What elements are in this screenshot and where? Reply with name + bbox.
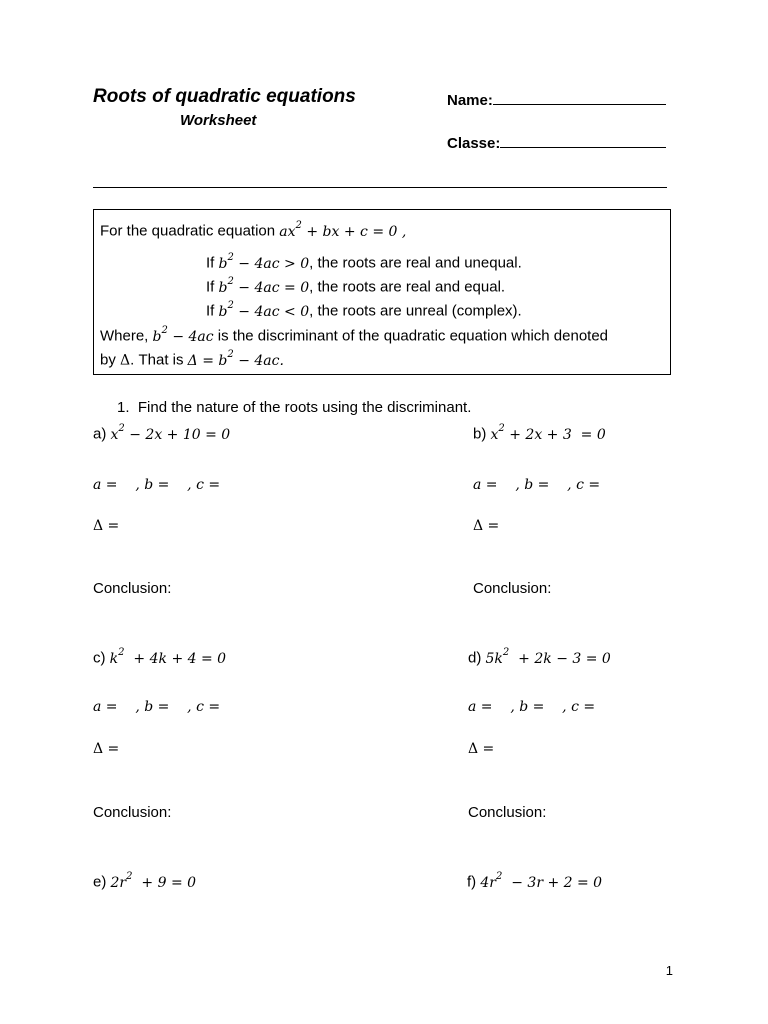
info-rule-3 bbox=[206, 302, 522, 320]
info-intro-equation: $ax^2$ + bx + c = 0 , bbox=[279, 220, 407, 240]
problem-c-equation bbox=[93, 649, 226, 667]
question-1 bbox=[117, 399, 471, 416]
problem-label: b) bbox=[473, 425, 487, 443]
worksheet-title: Roots of quadratic equations bbox=[93, 86, 356, 107]
info-by-line bbox=[100, 351, 284, 369]
problem-b-coefficients: a = , b = , c = bbox=[473, 477, 601, 493]
question-number: 1. bbox=[117, 399, 130, 416]
name-field[interactable] bbox=[447, 90, 666, 109]
info-intro-text: For the quadratic equation bbox=[100, 222, 276, 240]
problem-label: c) bbox=[93, 649, 106, 667]
equation: $x^2 + 2x + 3 = 0$ bbox=[490, 423, 606, 443]
delta-definition: $\Delta = b^2 - 4ac$. bbox=[187, 349, 284, 369]
rule-prefix: If bbox=[206, 302, 215, 320]
rule-condition: $b^2 - 4ac = 0$ bbox=[218, 276, 310, 296]
problem-d-coefficients: a = , b = , c = bbox=[468, 699, 596, 715]
problem-label: d) bbox=[468, 649, 482, 667]
problem-label: f) bbox=[467, 873, 477, 891]
problem-a-conclusion: Conclusion: bbox=[93, 580, 172, 597]
problem-d-conclusion: Conclusion: bbox=[468, 804, 547, 821]
problem-b-conclusion: Conclusion: bbox=[473, 580, 552, 597]
problem-label: a) bbox=[93, 425, 107, 443]
rule-text: , the roots are real and unequal. bbox=[309, 254, 522, 272]
info-where-line bbox=[100, 327, 608, 345]
problem-a-equation bbox=[93, 425, 230, 443]
equation: $4r^2 - 3r + 2 = 0$ bbox=[480, 871, 603, 891]
problem-b-equation bbox=[473, 425, 606, 443]
class-field[interactable] bbox=[447, 133, 666, 152]
equation: $2r^2 + 9 = 0$ bbox=[110, 871, 197, 891]
problem-c-delta: Δ = bbox=[93, 741, 120, 757]
rule-condition: $b^2 - 4ac > 0$ bbox=[218, 252, 310, 272]
rule-text: , the roots are real and equal. bbox=[309, 278, 506, 296]
class-blank-line[interactable] bbox=[500, 133, 666, 148]
where-prefix: Where, bbox=[100, 327, 149, 345]
name-label: Name: bbox=[447, 92, 493, 109]
problem-a-coefficients: a = , b = , c = bbox=[93, 477, 221, 493]
that-is-text: . That is bbox=[130, 351, 184, 369]
class-label: Classe: bbox=[447, 135, 501, 152]
by-text: by bbox=[100, 351, 116, 369]
problem-a-delta: Δ = bbox=[93, 518, 120, 534]
rule-condition: $b^2 - 4ac < 0$ bbox=[218, 300, 310, 320]
equation: $5k^2 + 2k - 3 = 0$ bbox=[485, 647, 611, 667]
problem-b-delta: Δ = bbox=[473, 518, 500, 534]
info-rule-2 bbox=[206, 278, 505, 296]
rule-prefix: If bbox=[206, 278, 215, 296]
question-text: Find the nature of the roots using the discriminant. bbox=[137, 399, 472, 416]
problem-f-equation bbox=[467, 873, 602, 891]
discriminant-info-box bbox=[93, 209, 671, 375]
page-number: 1 bbox=[665, 963, 673, 978]
rule-text: , the roots are unreal (complex). bbox=[309, 302, 522, 320]
problem-e-equation bbox=[93, 873, 196, 891]
name-blank-line[interactable] bbox=[493, 90, 666, 105]
problem-c-conclusion: Conclusion: bbox=[93, 804, 172, 821]
equation: $x^2 - 2x + 10 = 0$ bbox=[110, 423, 231, 443]
where-text: is the discriminant of the quadratic equation which denoted bbox=[217, 327, 609, 345]
problem-label: e) bbox=[93, 873, 107, 891]
info-rule-1 bbox=[206, 254, 522, 272]
equation: $k^2 + 4k + 4 = 0$ bbox=[109, 647, 227, 667]
problem-c-coefficients: a = , b = , c = bbox=[93, 699, 221, 715]
info-intro-line bbox=[100, 222, 406, 240]
problem-d-equation bbox=[468, 649, 611, 667]
problem-d-delta: Δ = bbox=[468, 741, 495, 757]
worksheet-subtitle: Worksheet bbox=[180, 112, 257, 129]
delta-symbol: Δ bbox=[120, 352, 131, 369]
rule-prefix: If bbox=[206, 254, 215, 272]
header-divider bbox=[93, 187, 667, 188]
where-expression: $b^2 - 4ac$ bbox=[152, 325, 214, 345]
